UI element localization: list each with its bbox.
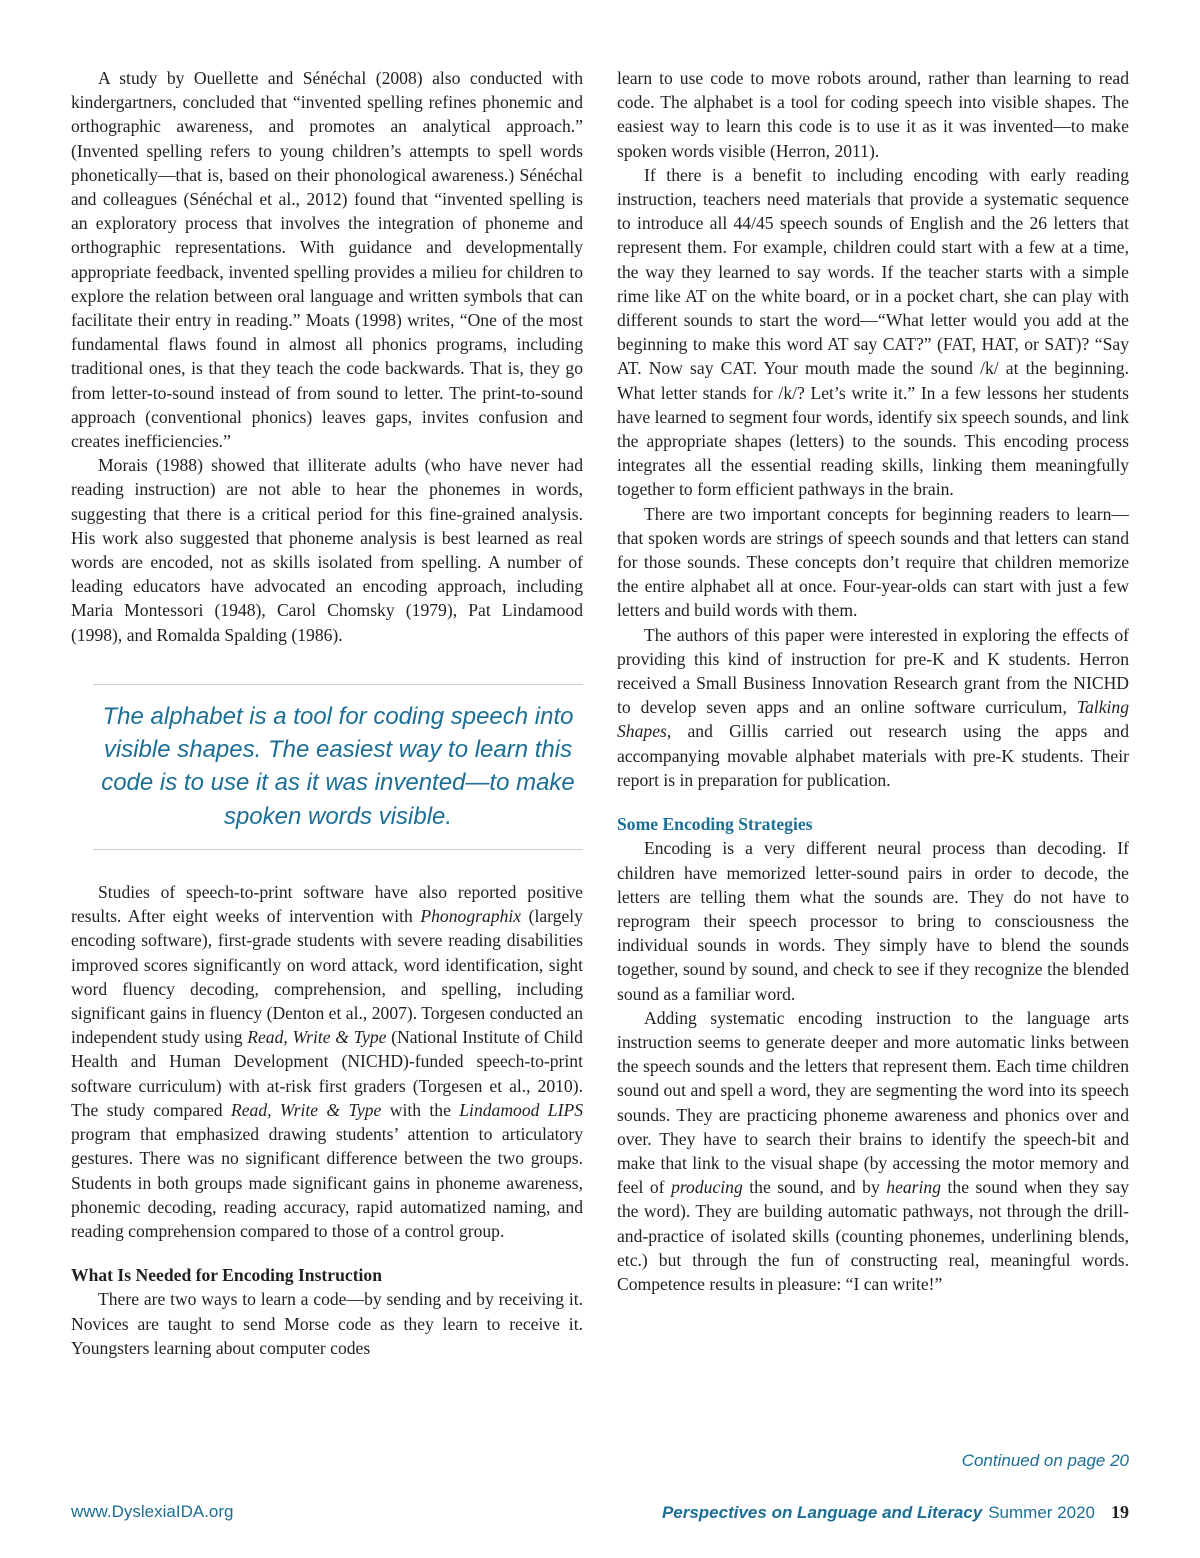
paragraph: Adding systematic encoding instruction to the language arts instruction seems to generate deeper and more automatic links between the speech sounds and the letters that represent them. Each time children sound out and spell a word, they are segmenting the word into its speech sounds. They are practicing phoneme awareness and phonics over and over. They have to search their brains to identify the speech-bit and make that link to the visual shape (by accessing the motor memory and feel of producing the sound, and by hearing the sound when they say the word). They are building automatic pathways, not through the drill-and-practice of isolated skills (counting phonemes, underlining blends, etc.) but through the fun of constructing real, meaningful words. Competence results in pleasure: “I can write!” [617,1007,1129,1294]
continued-link[interactable]: Continued on page 20 [961,1451,1129,1470]
page-number: 19 [1111,1502,1129,1522]
paragraph: There are two important concepts for beginning readers to learn—that spoken words are strings of speech sounds and that letters can stand for those sounds. These concepts don’t require that children memorize the entire alphabet all at once. Four-year-olds can start with just a few letters and build words with them. [617,503,1129,621]
issue-date: Summer 2020 [988,1503,1095,1522]
right-column [617,66,1129,1296]
website-link[interactable]: www.DyslexiaIDA.org [71,1502,234,1521]
paragraph: Morais (1988) showed that illiterate adults (who have never had reading instruction) are not able to hear the phonemes in words, suggesting that there is a critical period for this fine-grained analysis. His work also suggested that phoneme analysis is best learned as real words are encoded, not as skills isolated from spelling. A number of leading educators have advocated an encoding approach, including Maria Montessori (1948), Carol Chomsky (1979), Pat Lindamood (1998), and Romalda Spalding (1986). [71,455,583,645]
paragraph: A study by Ouellette and Sénéchal (2008) also conducted with kindergartners, concluded that “invented spelling refines phonemic and orthographic awareness, and promotes an analytical approach.” (Invented spelling refers to young children’s attempts to spell words phonetically—that is, based on their phonological awareness.) Sénéchal and colleagues (Sénéchal et al., 2012) found that “invented spelling is an exploratory process that involves the integration of phoneme and orthographic representations. With guidance and developmentally appropriate feedback, invented spelling provides a milieu for children to explore the relation between oral language and written symbols that can facilitate their entry in reading.” Moats (1998) writes, “One of the most fundamental flaws found in almost all phonics programs, including traditional ones, is that they teach the code backwards. That is, they go from letter-to-sound instead of from sound to letter. The print-to-sound approach (conventional phonics) leaves gaps, invites confusion and creates inefficiencies.” [71,68,583,452]
pull-quote: The alphabet is a tool for coding speech into visible shapes. The easiest way to learn this code is to use it as it was invented—to make spoken words visible. [93,684,583,850]
journal-title: Perspectives on Language and Literacy [661,1503,983,1522]
left-column [71,66,583,1360]
section-heading: What Is Needed for Encoding Instruction [71,1265,383,1286]
paragraph: Studies of speech-to-print software have also reported positive results. After eight weeks of intervention with Phonographix (largely encoding software), first-grade students with severe reading disabilities improved scores significantly on word attack, word identification, sight word fluency decoding, comprehension, and spelling, including significant gains in fluency (Denton et al., 2007). Torgesen conducted an independent study using Read, Write & Type (National Institute of Child Health and Human Development (NICHD)-funded speech-to-print software curriculum) with at-risk first graders (Torgesen et al., 2010). The study compared Read, Write & Type with the Lindamood LIPS program that emphasized drawing students’ attention to articulatory gestures. There was no significant difference between the two groups. Students in both groups made significant gains in phoneme awareness, phonemic decoding, reading accuracy, rapid automatized naming, and reading comprehension compared to those of a control group. [71,882,583,1241]
page-footer [71,1502,1129,1528]
paragraph: If there is a benefit to including encoding with early reading instruction, teachers need materials that provide a systematic sequence to introduce all 44/45 speech sounds of English and the 26 letters that represent them. For example, children could start with a few at a time, the way they learned to say words. If the teacher starts with a simple rime like AT on the white board, or in a pocket chart, she can play with different sounds to start the word—“What letter would you add at the beginning to make this word AT say CAT?” (FAT, HAT, or SAT)? “Say AT. Now say CAT. Your mouth made the sound /k/ at the beginning. What letter stands for /k/? Let’s write it.” In a few lessons her students have learned to segment four words, identify six speech sounds, and link the appropriate shapes (letters) to the sounds. This encoding process integrates all the essential reading skills, linking them meaningfully together to form efficient pathways in the brain. [617,164,1129,500]
paragraph: Encoding is a very different neural process than decoding. If children have memorized letter-sound pairs in order to decode, the letters are telling them what the sounds are. They do not have to reprogram their speech processor to bring to consciousness the individual sounds in words. They simply have to blend the sounds together, sound by sound, and check to see if they recognize the blended sound as a familiar word. [617,838,1129,1004]
paragraph: learn to use code to move robots around, rather than learning to read code. The alphabet is a tool for coding speech into visible shapes. The easiest way to learn this code is to use it as it was invented—to make spoken words visible (Herron, 2011). [617,68,1129,161]
paragraph: The authors of this paper were interested in exploring the effects of providing this kind of instruction for pre-K and K students. Herron received a Small Business Innovation Research grant from the NICHD to develop seven apps and an online software curriculum, Talking Shapes, and Gillis carried out research using the apps and accompanying movable alphabet materials with pre-K students. Their report is in preparation for publication. [617,624,1129,790]
section-heading: Some Encoding Strategies [617,814,813,835]
footer-publication [662,1502,1129,1523]
paragraph: There are two ways to learn a code—by sending and by receiving it. Novices are taught to send Morse code as they learn to receive it. Youngsters learning about computer codes [71,1289,583,1358]
